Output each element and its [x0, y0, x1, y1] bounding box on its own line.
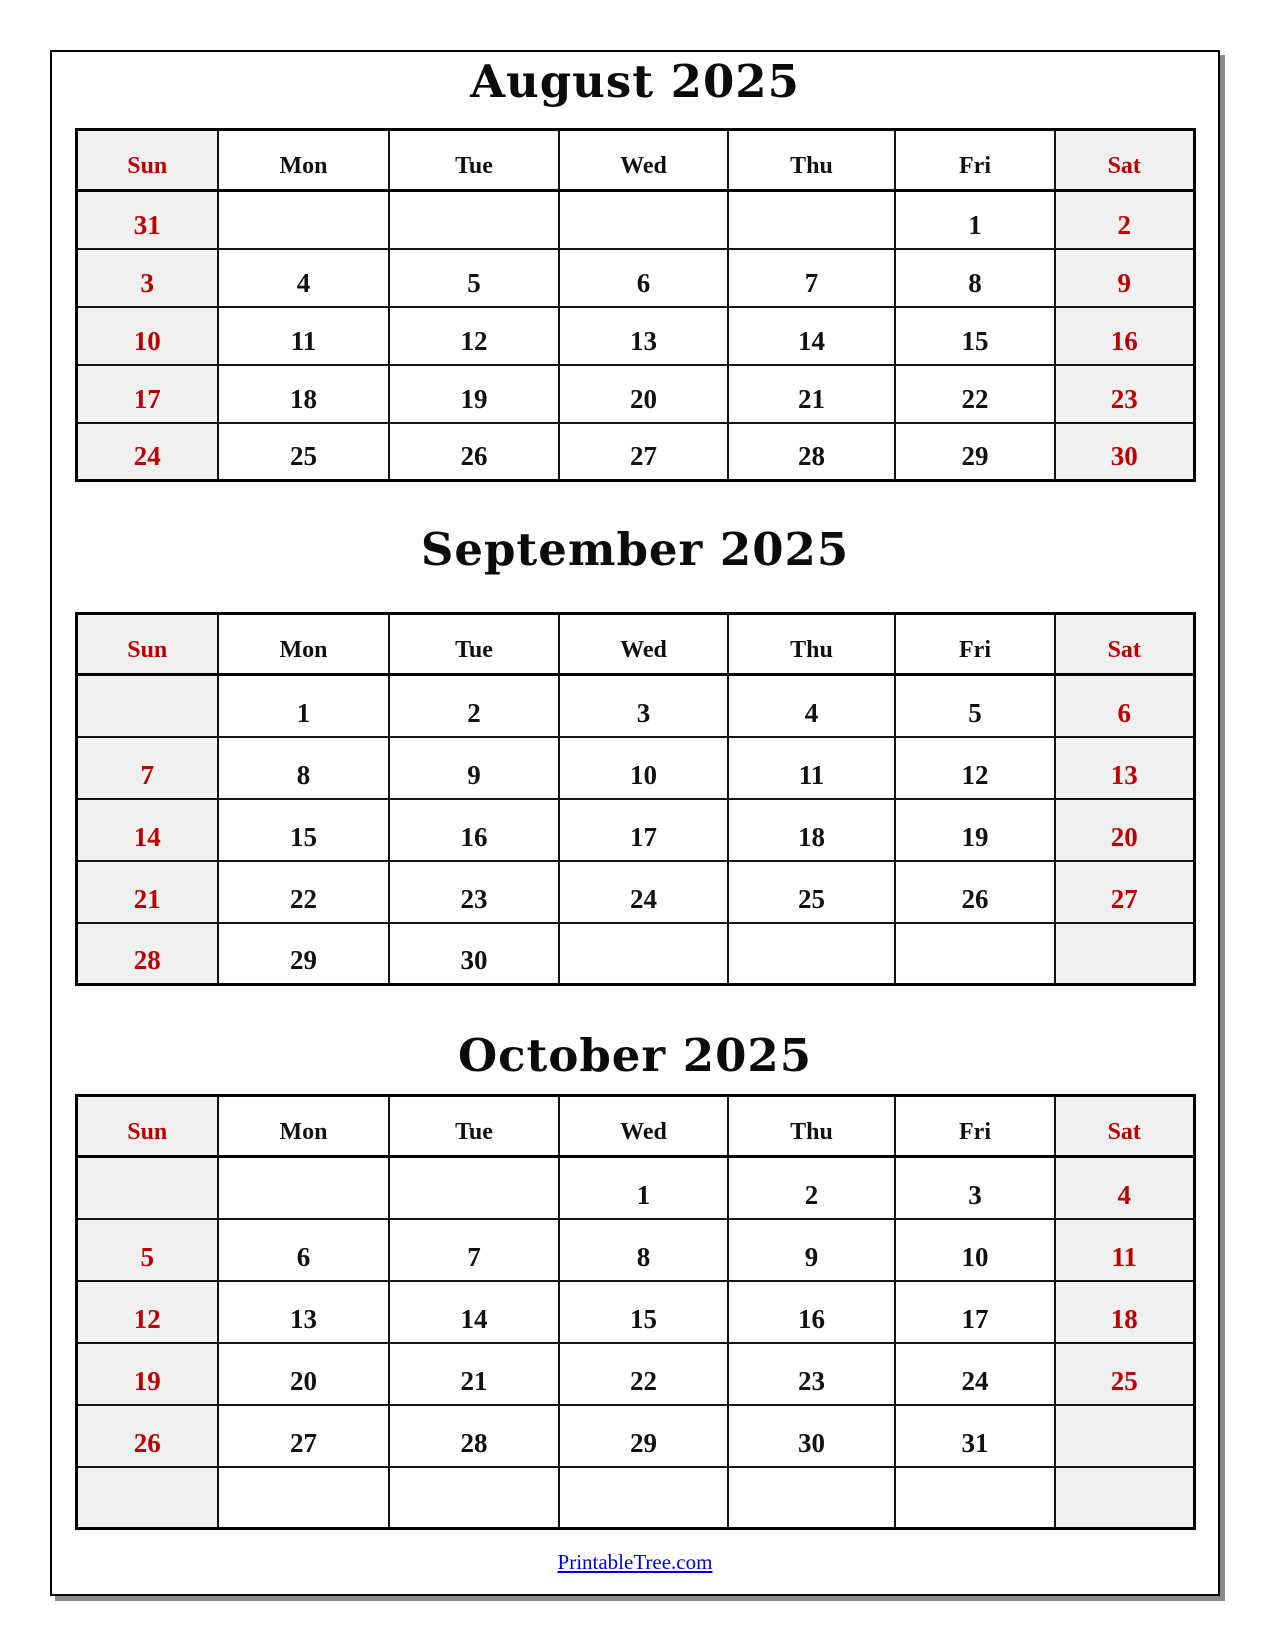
printabletree-link[interactable]: PrintableTree.com [557, 1550, 713, 1574]
day-header-sat: Sat [1055, 1096, 1194, 1157]
day-cell-15: 15 [559, 1281, 728, 1343]
day-header-tue: Tue [389, 1096, 559, 1157]
day-cell-10: 10 [76, 307, 218, 365]
day-cell-13: 13 [1055, 737, 1194, 799]
day-header-sun: Sun [76, 1096, 218, 1157]
day-cell-27: 27 [218, 1405, 389, 1467]
week-row [76, 1219, 1194, 1281]
day-cell-12: 12 [895, 737, 1055, 799]
day-cell-29: 29 [895, 423, 1055, 481]
day-cell-26: 26 [389, 423, 559, 481]
day-cell-2: 2 [728, 1157, 895, 1219]
day-cell-11: 11 [218, 307, 389, 365]
day-cell-empty [895, 923, 1055, 985]
day-cell-17: 17 [76, 365, 218, 423]
day-cell-14: 14 [728, 307, 895, 365]
day-header-thu: Thu [728, 130, 895, 191]
month-august [52, 56, 1218, 482]
day-cell-18: 18 [1055, 1281, 1194, 1343]
day-cell-29: 29 [559, 1405, 728, 1467]
day-cell-2: 2 [1055, 191, 1194, 249]
week-row [76, 799, 1194, 861]
day-cell-5: 5 [389, 249, 559, 307]
day-header-row [76, 614, 1194, 675]
day-cell-6: 6 [1055, 675, 1194, 737]
day-cell-28: 28 [728, 423, 895, 481]
month-title-october: October 2025 [457, 1029, 813, 1082]
day-cell-12: 12 [76, 1281, 218, 1343]
day-cell-9: 9 [728, 1219, 895, 1281]
day-cell-24: 24 [559, 861, 728, 923]
day-cell-14: 14 [389, 1281, 559, 1343]
month-title-august: August 2025 [470, 55, 800, 108]
day-cell-11: 11 [1055, 1219, 1194, 1281]
week-row [76, 365, 1194, 423]
day-cell-3: 3 [559, 675, 728, 737]
week-row [76, 1467, 1194, 1529]
week-row [76, 675, 1194, 737]
day-header-sat: Sat [1055, 130, 1194, 191]
day-cell-25: 25 [1055, 1343, 1194, 1405]
day-header-row [76, 1096, 1194, 1157]
day-cell-21: 21 [389, 1343, 559, 1405]
day-cell-3: 3 [76, 249, 218, 307]
day-header-wed: Wed [559, 1096, 728, 1157]
day-cell-1: 1 [895, 191, 1055, 249]
day-cell-19: 19 [76, 1343, 218, 1405]
day-cell-4: 4 [218, 249, 389, 307]
day-cell-10: 10 [895, 1219, 1055, 1281]
day-cell-8: 8 [559, 1219, 728, 1281]
calendar-table-august [75, 128, 1196, 482]
day-cell-22: 22 [895, 365, 1055, 423]
day-cell-30: 30 [728, 1405, 895, 1467]
day-cell-9: 9 [1055, 249, 1194, 307]
day-cell-7: 7 [728, 249, 895, 307]
day-cell-empty [895, 1467, 1055, 1529]
day-cell-empty [1055, 923, 1194, 985]
day-cell-empty [218, 1467, 389, 1529]
day-cell-28: 28 [76, 923, 218, 985]
month-september [52, 524, 1218, 986]
day-cell-27: 27 [1055, 861, 1194, 923]
day-header-row [76, 130, 1194, 191]
day-cell-13: 13 [218, 1281, 389, 1343]
page-border-frame [50, 50, 1220, 1596]
day-cell-empty [559, 923, 728, 985]
day-cell-empty [728, 923, 895, 985]
day-cell-20: 20 [559, 365, 728, 423]
calendar-table-october [75, 1094, 1196, 1530]
day-cell-4: 4 [1055, 1157, 1194, 1219]
day-cell-30: 30 [389, 923, 559, 985]
week-row [76, 249, 1194, 307]
month-title-september: September 2025 [420, 523, 850, 576]
day-cell-31: 31 [895, 1405, 1055, 1467]
day-header-mon: Mon [218, 130, 389, 191]
day-cell-9: 9 [389, 737, 559, 799]
day-cell-22: 22 [218, 861, 389, 923]
day-header-wed: Wed [559, 130, 728, 191]
day-cell-23: 23 [389, 861, 559, 923]
day-cell-16: 16 [1055, 307, 1194, 365]
day-cell-23: 23 [728, 1343, 895, 1405]
day-cell-16: 16 [389, 799, 559, 861]
day-cell-empty [728, 1467, 895, 1529]
day-header-fri: Fri [895, 614, 1055, 675]
day-cell-25: 25 [728, 861, 895, 923]
week-row [76, 191, 1194, 249]
day-cell-16: 16 [728, 1281, 895, 1343]
day-cell-14: 14 [76, 799, 218, 861]
week-row [76, 1405, 1194, 1467]
day-cell-24: 24 [895, 1343, 1055, 1405]
day-cell-1: 1 [559, 1157, 728, 1219]
day-cell-3: 3 [895, 1157, 1055, 1219]
day-cell-31: 31 [76, 191, 218, 249]
day-cell-21: 21 [728, 365, 895, 423]
day-cell-17: 17 [895, 1281, 1055, 1343]
day-header-tue: Tue [389, 614, 559, 675]
day-cell-2: 2 [389, 675, 559, 737]
week-row [76, 1157, 1194, 1219]
day-cell-27: 27 [559, 423, 728, 481]
day-cell-19: 19 [389, 365, 559, 423]
day-cell-30: 30 [1055, 423, 1194, 481]
day-cell-21: 21 [76, 861, 218, 923]
week-row [76, 1281, 1194, 1343]
day-cell-7: 7 [76, 737, 218, 799]
day-cell-13: 13 [559, 307, 728, 365]
day-cell-empty [218, 1157, 389, 1219]
day-header-wed: Wed [559, 614, 728, 675]
week-row [76, 1343, 1194, 1405]
day-header-sun: Sun [76, 614, 218, 675]
day-cell-20: 20 [218, 1343, 389, 1405]
day-header-sat: Sat [1055, 614, 1194, 675]
day-cell-empty [389, 1157, 559, 1219]
day-cell-1: 1 [218, 675, 389, 737]
day-cell-15: 15 [218, 799, 389, 861]
day-cell-5: 5 [895, 675, 1055, 737]
day-header-mon: Mon [218, 1096, 389, 1157]
day-cell-26: 26 [76, 1405, 218, 1467]
week-row [76, 307, 1194, 365]
day-cell-23: 23 [1055, 365, 1194, 423]
day-cell-24: 24 [76, 423, 218, 481]
day-cell-11: 11 [728, 737, 895, 799]
day-cell-18: 18 [218, 365, 389, 423]
day-cell-5: 5 [76, 1219, 218, 1281]
day-cell-17: 17 [559, 799, 728, 861]
day-cell-empty [728, 191, 895, 249]
day-cell-10: 10 [559, 737, 728, 799]
week-row [76, 423, 1194, 481]
day-cell-empty [559, 191, 728, 249]
day-cell-6: 6 [218, 1219, 389, 1281]
day-cell-8: 8 [218, 737, 389, 799]
day-cell-25: 25 [218, 423, 389, 481]
day-cell-29: 29 [218, 923, 389, 985]
day-header-thu: Thu [728, 614, 895, 675]
day-cell-26: 26 [895, 861, 1055, 923]
day-cell-empty [76, 675, 218, 737]
day-cell-empty [218, 191, 389, 249]
day-cell-28: 28 [389, 1405, 559, 1467]
day-header-tue: Tue [389, 130, 559, 191]
day-cell-empty [389, 191, 559, 249]
page-footer [52, 1550, 1218, 1575]
week-row [76, 737, 1194, 799]
day-cell-12: 12 [389, 307, 559, 365]
day-cell-19: 19 [895, 799, 1055, 861]
day-cell-22: 22 [559, 1343, 728, 1405]
day-cell-empty [76, 1467, 218, 1529]
week-row [76, 923, 1194, 985]
day-cell-7: 7 [389, 1219, 559, 1281]
day-header-fri: Fri [895, 130, 1055, 191]
day-header-thu: Thu [728, 1096, 895, 1157]
month-october [52, 1030, 1218, 1530]
day-cell-empty [76, 1157, 218, 1219]
day-cell-empty [389, 1467, 559, 1529]
week-row [76, 861, 1194, 923]
day-cell-20: 20 [1055, 799, 1194, 861]
day-cell-empty [1055, 1467, 1194, 1529]
day-header-sun: Sun [76, 130, 218, 191]
day-cell-8: 8 [895, 249, 1055, 307]
day-header-fri: Fri [895, 1096, 1055, 1157]
day-cell-15: 15 [895, 307, 1055, 365]
day-cell-6: 6 [559, 249, 728, 307]
day-header-mon: Mon [218, 614, 389, 675]
calendar-table-september [75, 612, 1196, 986]
day-cell-4: 4 [728, 675, 895, 737]
day-cell-empty [559, 1467, 728, 1529]
day-cell-empty [1055, 1405, 1194, 1467]
day-cell-18: 18 [728, 799, 895, 861]
